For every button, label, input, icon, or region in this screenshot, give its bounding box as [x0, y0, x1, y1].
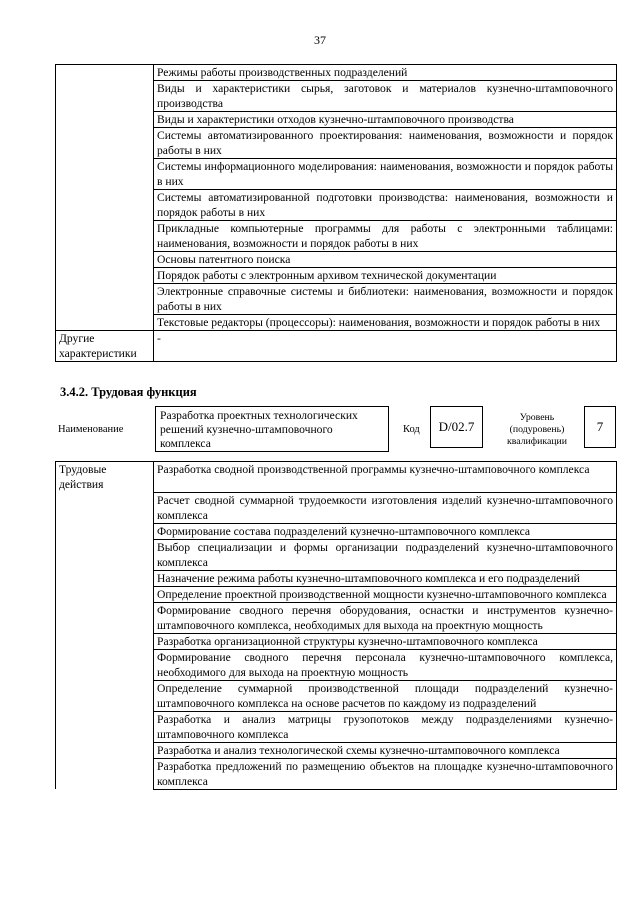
code-box: D/02.7	[430, 406, 483, 448]
knowledge-item: Порядок работы с электронным архивом технической документации	[154, 268, 617, 284]
knowledge-item: Основы патентного поиска	[154, 252, 617, 268]
labor-action-item: Определение проектной производственной мощности кузнечно-штамповочного комплекса	[154, 586, 617, 602]
table-row	[56, 586, 617, 602]
row-label-cell	[56, 539, 154, 570]
labor-action-item: Формирование сводного перечня персонала кузнечно-штамповочного комплекса, необходимого для выхода на проектную мощность	[154, 649, 617, 680]
knowledge-table	[55, 64, 617, 362]
table-row	[56, 649, 617, 680]
table-row	[56, 570, 617, 586]
table-row	[56, 539, 617, 570]
function-name-box: Разработка проектных технологических решений кузнечно-штамповочного комплекса	[155, 406, 389, 452]
knowledge-item: Системы информационного моделирования: наименования, возможности и порядок работы в них	[154, 159, 617, 190]
labor-actions-label: Трудовые действия	[56, 462, 154, 493]
other-characteristics-value: -	[154, 331, 617, 362]
row-label-cell	[56, 586, 154, 602]
labor-action-item: Расчет сводной суммарной трудоемкости изготовления изделий кузнечно-штамповочного комплекса	[154, 492, 617, 523]
row-label-cell	[56, 128, 154, 159]
row-label-cell	[56, 190, 154, 221]
qualification-level-box: 7	[584, 406, 616, 448]
row-label-cell	[56, 252, 154, 268]
table-row	[56, 742, 617, 758]
row-label-cell	[56, 711, 154, 742]
row-label-cell	[56, 680, 154, 711]
table-row	[56, 331, 617, 362]
labor-action-item: Выбор специализации и формы организации подразделений кузнечно-штамповочного комплекса	[154, 539, 617, 570]
labor-action-item: Назначение режима работы кузнечно-штамповочного комплекса и его подразделений	[154, 570, 617, 586]
labor-action-item: Формирование состава подразделений кузнечно-штамповочного комплекса	[154, 523, 617, 539]
table-row	[56, 128, 617, 159]
table-row	[56, 252, 617, 268]
function-name-label: Наименование	[58, 424, 124, 435]
knowledge-item: Прикладные компьютерные программы для работы с электронными таблицами: наименования, возможности и порядок работы в них	[154, 221, 617, 252]
row-label-cell	[56, 65, 154, 81]
table-row	[56, 65, 617, 81]
row-label-cell	[56, 758, 154, 789]
knowledge-item: Текстовые редакторы (процессоры): наименования, возможности и порядок работы в них	[154, 315, 617, 331]
labor-action-item: Разработка сводной производственной программы кузнечно-штамповочного комплекса	[154, 462, 617, 493]
table-row	[56, 315, 617, 331]
row-label-cell	[56, 523, 154, 539]
row-label-cell	[56, 315, 154, 331]
row-label-cell	[56, 159, 154, 190]
row-label-cell	[56, 602, 154, 633]
labor-action-item: Разработка предложений по размещению объектов на площадке кузнечно-штамповочного комплекса	[154, 758, 617, 789]
table-row	[56, 221, 617, 252]
table-row	[56, 680, 617, 711]
page-number: 37	[314, 33, 326, 47]
section-title: 3.4.2. Трудовая функция	[60, 385, 197, 399]
knowledge-item: Режимы работы производственных подразделений	[154, 65, 617, 81]
labor-action-item: Определение суммарной производственной площади подразделений кузнечно-штамповочного комплекса на основе расчетов по каждому из подразделений	[154, 680, 617, 711]
table-row	[56, 523, 617, 539]
row-label-cell	[56, 649, 154, 680]
table-row	[56, 268, 617, 284]
labor-action-item: Разработка и анализ матрицы грузопотоков между подразделениями кузнечно-штамповочного комплекса	[154, 711, 617, 742]
knowledge-item: Системы автоматизированного проектирования: наименования, возможности и порядок работы в них	[154, 128, 617, 159]
table-row	[56, 190, 617, 221]
row-label-cell	[56, 492, 154, 523]
row-label-cell	[56, 633, 154, 649]
knowledge-item: Электронные справочные системы и библиотеки: наименования, возможности и порядок работы в них	[154, 284, 617, 315]
labor-action-item: Разработка и анализ технологической схемы кузнечно-штамповочного комплекса	[154, 742, 617, 758]
table-row	[56, 711, 617, 742]
labor-action-item: Разработка организационной структуры кузнечно-штамповочного комплекса	[154, 633, 617, 649]
table-row	[56, 159, 617, 190]
row-label-cell	[56, 221, 154, 252]
row-label-cell	[56, 268, 154, 284]
table-row	[56, 633, 617, 649]
row-label-cell	[56, 81, 154, 112]
row-label-cell	[56, 570, 154, 586]
labor-actions-table	[55, 461, 617, 790]
table-row	[56, 758, 617, 789]
table-row	[56, 284, 617, 315]
table-row	[56, 81, 617, 112]
knowledge-item: Виды и характеристики отходов кузнечно-штамповочного производства	[154, 112, 617, 128]
table-row	[56, 602, 617, 633]
other-characteristics-label: Другие характеристики	[56, 331, 154, 362]
row-label-cell	[56, 284, 154, 315]
row-label-cell	[56, 112, 154, 128]
table-row	[56, 462, 617, 493]
table-row	[56, 492, 617, 523]
code-label: Код	[403, 424, 420, 435]
qualification-level-label: Уровень (подуровень) квалификации	[506, 412, 568, 447]
knowledge-item: Системы автоматизированной подготовки производства: наименования, возможности и порядок работы в них	[154, 190, 617, 221]
table-row	[56, 112, 617, 128]
row-label-cell	[56, 742, 154, 758]
knowledge-item: Виды и характеристики сырья, заготовок и материалов кузнечно-штамповочного производства	[154, 81, 617, 112]
labor-action-item: Формирование сводного перечня оборудования, оснастки и инструментов кузнечно-штамповочного комплекса, необходимых для выхода на проектную мощность	[154, 602, 617, 633]
